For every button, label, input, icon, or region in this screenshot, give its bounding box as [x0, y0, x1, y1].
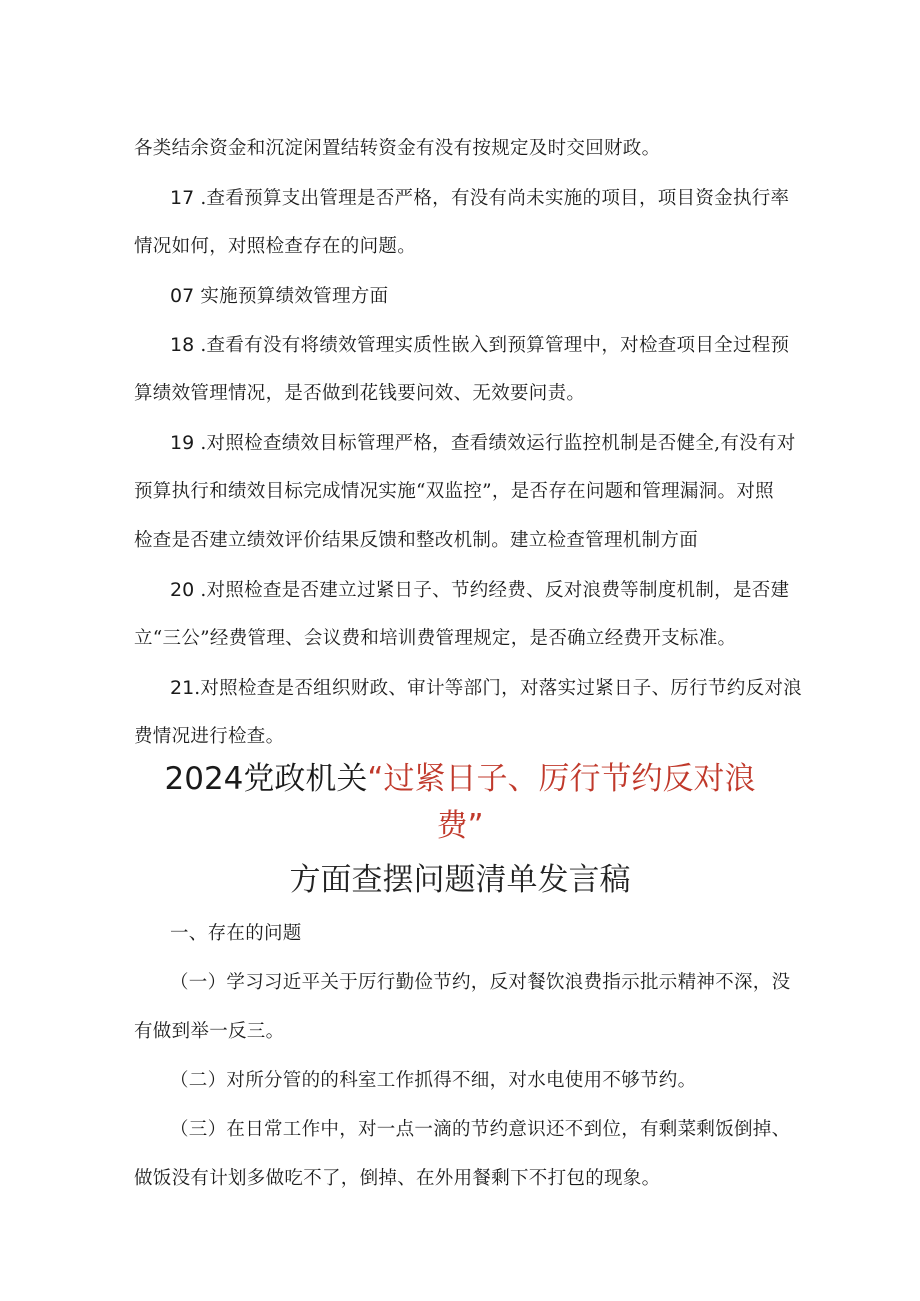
item-number: 20: [170, 579, 195, 601]
document-title-line2: 费”: [436, 808, 484, 844]
item-number: 19: [170, 432, 195, 454]
item-text: .对照检查绩效目标管理严格，查看绩效运行监控机制是否健全,有没有对: [194, 433, 796, 454]
item-number: 17: [170, 187, 195, 209]
item-21-line2: 费情况进行检查。: [134, 726, 285, 747]
item-text: .查看有没有将绩效管理实质性嵌入到预算管理中，对检查项目全过程预: [194, 335, 790, 356]
section-heading-07: [170, 284, 388, 309]
item-17-line2: 情况如何，对照检查存在的问题。: [134, 236, 417, 257]
item-number: 21: [170, 677, 195, 699]
item-text: .对照检查是否组织财政、审计等部门，对落实过紧日子、厉行节约反对浪: [194, 678, 802, 699]
speech-item-1-line1: （一）学习习近平关于厉行勤俭节约，反对餐饮浪费指示批示精神不深，没: [170, 972, 791, 993]
document-title-line1: [0, 757, 920, 801]
speech-item-2-line1: （二）对所分管的的科室工作抓得不细，对水电使用不够节约。: [170, 1070, 697, 1091]
item-19-line1: [170, 431, 796, 456]
item-text: .查看预算支出管理是否严格，有没有尚未实施的项目，项目资金执行率: [194, 188, 790, 209]
title-year-prefix: 2024党政机关: [164, 761, 368, 797]
paragraph-line: 各类结余资金和沉淀闲置结转资金有没有按规定及时交回财政。: [134, 138, 661, 159]
item-19-line2: 预算执行和绩效目标完成情况实施“双监控”，是否存在问题和管理漏洞。对照: [134, 481, 774, 502]
speech-item-3-line1: （三）在日常工作中，对一点一滴的节约意识还不到位，有剩菜剩饭倒掉、: [170, 1119, 791, 1140]
item-19-line3: 检查是否建立绩效评价结果反馈和整改机制。建立检查管理机制方面: [134, 530, 699, 551]
item-18-line2: 算绩效管理情况，是否做到花钱要问效、无效要问责。: [134, 383, 586, 404]
item-17-line1: [170, 186, 789, 211]
item-number: 18: [170, 334, 195, 356]
document-subtitle: 方面查摆问题清单发言稿: [289, 862, 631, 898]
item-20-line1: [170, 578, 789, 603]
item-21-line1: [170, 676, 802, 701]
title-quote-red: “过紧日子、厉行节约反对浪: [367, 761, 756, 797]
speech-item-1-line2: 有做到举一反三。: [134, 1021, 285, 1042]
speech-heading: 一、存在的问题: [170, 923, 302, 944]
item-text: .对照检查是否建立过紧日子、节约经费、反对浪费等制度机制，是否建: [194, 580, 790, 601]
section-number: 07: [170, 285, 195, 307]
item-20-line2: 立“三公”经费管理、会议费和培训费管理规定，是否确立经费开支标准。: [134, 628, 737, 649]
speech-item-3-line2: 做饭没有计划多做吃不了，倒掉、在外用餐剩下不打包的现象。: [134, 1168, 661, 1189]
section-text: 实施预算绩效管理方面: [194, 286, 389, 307]
item-18-line1: [170, 333, 789, 358]
